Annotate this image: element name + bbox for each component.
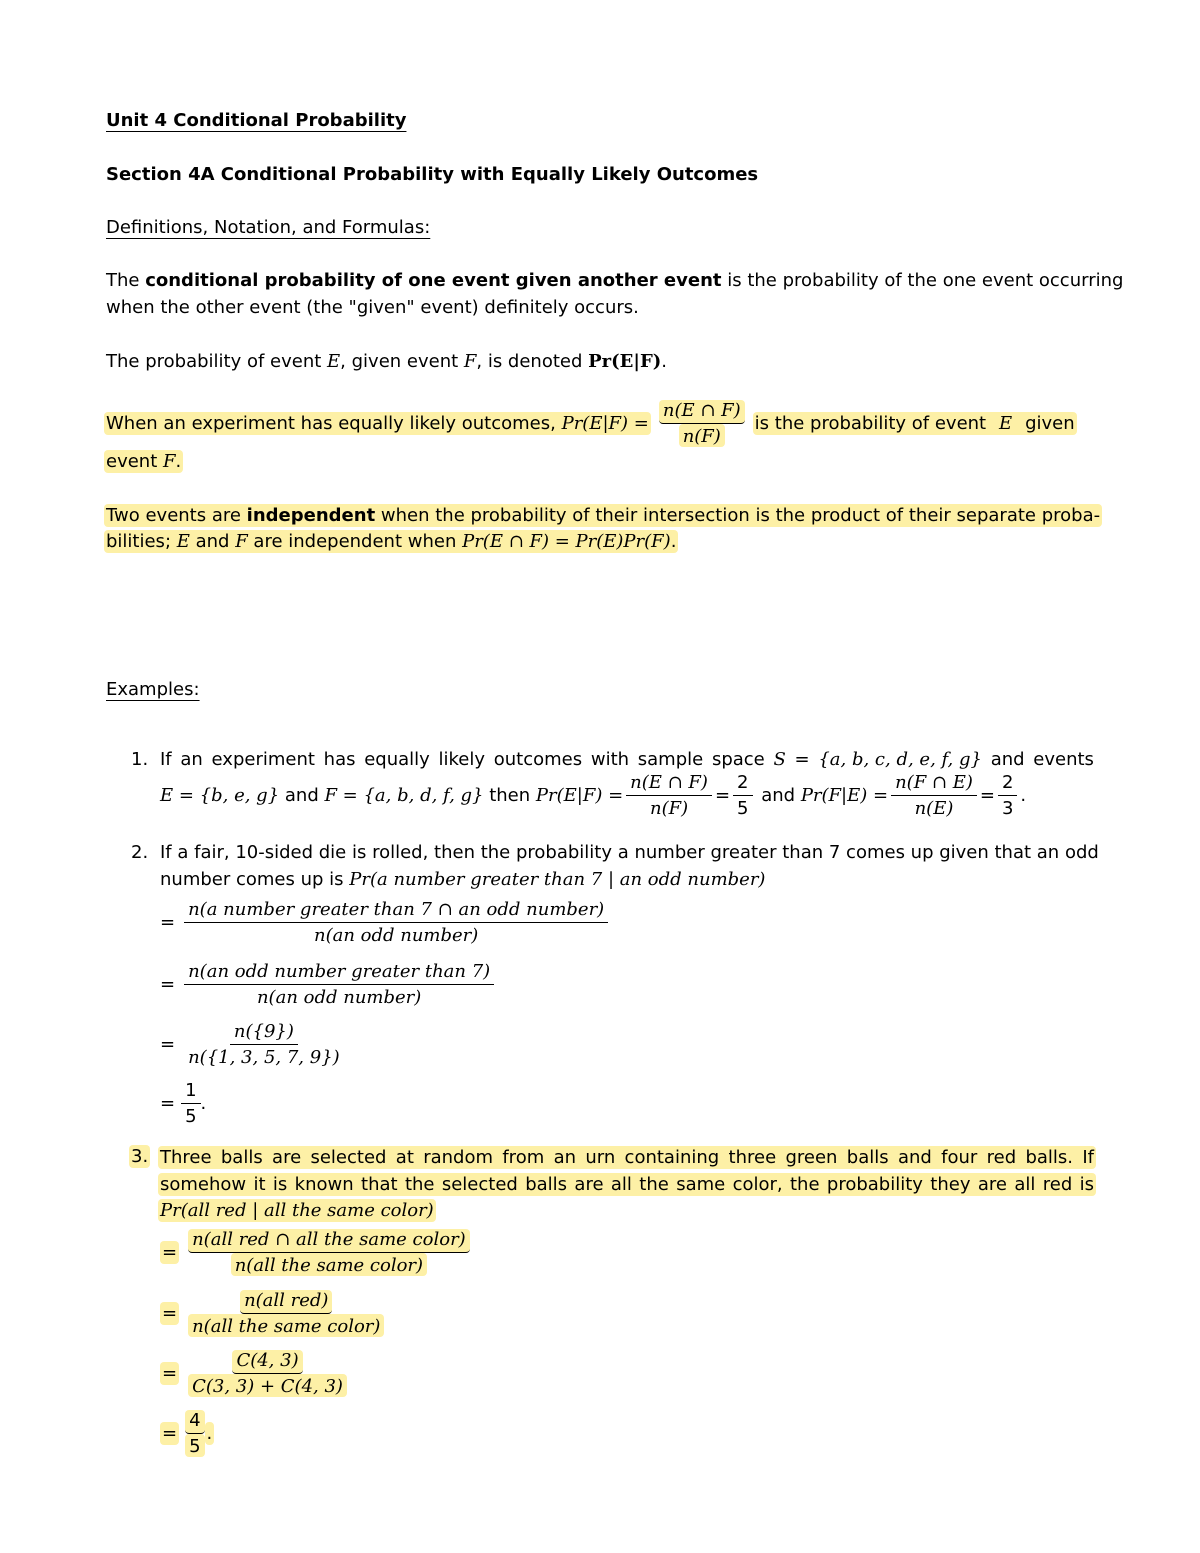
example-1-number: 1.: [131, 749, 149, 770]
example-2-line1: If a fair, 10-sided die is rolled, then the probability a number greater than 7 comes up given that an odd: [160, 842, 1099, 863]
example-3-step-1: = $\frac{\text{n(all red ∩ all the same color)}}{\text{n(all the same color)}}$: [160, 1229, 473, 1276]
definition-equally-likely: When an experiment has equally likely outcomes, Pr(E|F) = $\frac{n(E \cap F)}{n(F)}$ is the probability of event E given: [104, 400, 1077, 447]
fraction-ex3-step-2: $\frac{\text{n(all red)}}{\text{n(all the same color)}}$: [188, 1290, 384, 1337]
definitions-heading: Definitions, Notation, and Formulas:: [106, 217, 431, 238]
fraction-step-3: $\frac{n(\{9\})}{n(\{1, 3, 5, 7, 9\})}$: [188, 1021, 340, 1068]
fraction-step-2: $\frac{\text{n(an odd number greater than 7)}}{\text{n(an odd number)}}$: [184, 961, 494, 1008]
definition-independent: Two events are independent when the probability of their intersection is the product of their separate proba-: [106, 505, 1101, 526]
example-3-line2: somehow it is known that the selected balls are all the same color, the probability they are all red is: [160, 1174, 1094, 1195]
fraction-two-thirds: $\frac{2}{3}$: [998, 772, 1017, 819]
page-title: Unit 4 Conditional Probability: [106, 110, 407, 131]
fraction-step-4: $\frac{1}{5}$: [181, 1080, 200, 1127]
definition-independent-line2: bilities; E and F are independent when Pr(E ∩ F) = Pr(E)Pr(F).: [106, 531, 677, 552]
example-2-step-2: = $\frac{\text{n(an odd number greater than 7)}}{\text{n(an odd number)}}$: [160, 961, 497, 1008]
example-1-line2: E = {b, e, g} and F = {a, b, d, f, g} then Pr(E|F) = $\frac{n(E \cap F)}{n(F)}$ = $\frac{2}{5}$ and Pr(F|E) = $\frac{n(F \cap E)}{n(E)}$ = $\frac{2}{3}$ .: [160, 772, 1027, 819]
example-3-line3: Pr(all red | all the same color): [160, 1200, 434, 1221]
fraction-n-e-and-f-over-n-f: $\frac{n(E \cap F)}{n(F)}$: [659, 400, 745, 447]
fraction-two-fifths: $\frac{2}{5}$: [733, 772, 752, 819]
definition-conditional-probability: The conditional probability of one event given another event is the probability of the one event occurring: [106, 270, 1124, 291]
example-3-number: 3.: [131, 1146, 149, 1167]
example-3-step-4: = $\frac{4}{5}$ .: [162, 1410, 213, 1457]
example-2-step-1: = $\frac{\text{n(a number greater than 7 ∩ an odd number)}}{\text{n(an odd number)}}$: [160, 899, 611, 946]
example-2-number: 2.: [131, 842, 149, 863]
fraction-pr-f-given-e: $\frac{n(F \cap E)}{n(E)}$: [891, 772, 977, 819]
fraction-ex3-step-3: $\frac{C(4, 3)}{C(3, 3) + C(4, 3)}$: [188, 1350, 347, 1397]
definition-conditional-probability-line2: when the other event (the "given" event) definitely occurs.: [106, 297, 639, 318]
example-3-step-2: = $\frac{\text{n(all red)}}{\text{n(all the same color)}}$: [160, 1290, 387, 1337]
example-1-line1: If an experiment has equally likely outcomes with sample space S = {a, b, c, d, e, f, g} and events: [160, 749, 1094, 770]
fraction-pr-e-given-f: $\frac{n(E \cap F)}{n(F)}$: [626, 772, 712, 819]
fraction-step-1: $\frac{\text{n(a number greater than 7 ∩ an odd number)}}{\text{n(an odd number)}}$: [184, 899, 608, 946]
fraction-ex3-step-4: $\frac{4}{5}$: [185, 1410, 204, 1457]
example-2-line2: number comes up is Pr(a number greater than 7 | an odd number): [160, 869, 766, 890]
definition-equally-likely-line2: event F.: [106, 451, 182, 472]
examples-heading: Examples:: [106, 679, 200, 700]
example-3-step-3: = $\frac{C(4, 3)}{C(3, 3) + C(4, 3)}$: [160, 1350, 350, 1397]
example-2-step-3: = $\frac{n(\{9\})}{n(\{1, 3, 5, 7, 9\})}$: [160, 1021, 347, 1068]
example-2-step-4: = $\frac{1}{5}$ .: [160, 1080, 207, 1127]
definition-notation: The probability of event E, given event F, is denoted Pr(E|F).: [106, 351, 667, 372]
fraction-ex3-step-1: $\frac{\text{n(all red ∩ all the same color)}}{\text{n(all the same color)}}$: [188, 1229, 470, 1276]
section-heading: Section 4A Conditional Probability with Equally Likely Outcomes: [106, 164, 759, 185]
example-3-line1: Three balls are selected at random from an urn containing three green balls and four red balls. If: [160, 1147, 1094, 1168]
term-conditional-probability: conditional probability of one event given another event: [145, 270, 722, 291]
term-independent: independent: [246, 505, 376, 526]
notation-pr-e-given-f: Pr(E|F): [588, 351, 662, 372]
